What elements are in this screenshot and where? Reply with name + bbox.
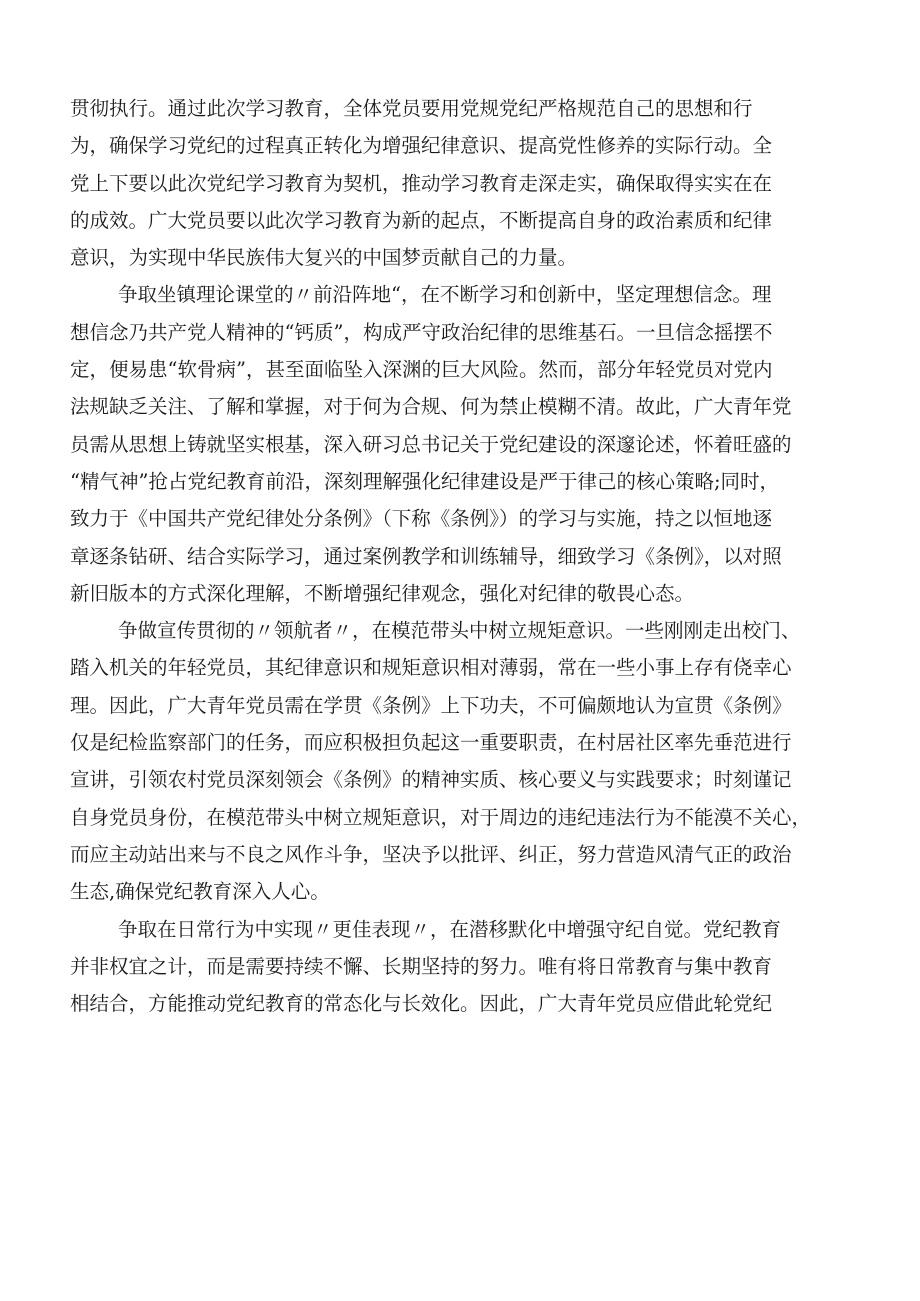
paragraph-line: 并非权宜之计，而是需要持续不懈、长期坚持的努力。唯有将日常教育与集中教育 <box>70 954 773 978</box>
paragraph-line: 仅是纪检监察部门的任务，而应积极担负起这一重要职责，在村居社区率先垂范进行 <box>70 731 792 755</box>
paragraph-line: 党上下要以此次党纪学习教育为契机，推动学习教育走深走实，确保取得实实在在 <box>70 171 773 195</box>
paragraph-line: 员需从思想上铸就坚实根基，深入研习总书记关于党纪建设的深邃论述，怀着旺盛的 <box>70 432 792 456</box>
paragraph-line: 章逐条钻研、结合实际学习，通过案例教学和训练辅导，细致学习《条例》，以对照 <box>70 544 782 568</box>
paragraph-line: 争取坐镇理论课堂的〃前沿阵地“，在不断学习和创新中，坚定理想信念。理 <box>118 283 772 307</box>
paragraph-line: 踏入机关的年轻党员，其纪律意识和规矩意识相对薄弱，常在一些小事上存有侥幸心 <box>70 656 792 680</box>
paragraph <box>70 612 860 910</box>
paragraph <box>70 276 860 612</box>
paragraph-line: 新旧版本的方式深化理解，不断增强纪律观念，强化对纪律的敬畏心态。 <box>70 581 695 605</box>
paragraph-line: 意识，为实现中华民族伟大复兴的中国梦贡献自己的力量。 <box>70 246 578 270</box>
paragraph-line: 为，确保学习党纪的过程真正转化为增强纪律意识、提高党性修养的实际行动。全 <box>70 134 773 158</box>
paragraph-line: 争做宣传贯彻的〃领航者〃，在模范带头中树立规矩意识。一些刚刚走出校门、 <box>118 619 801 643</box>
paragraph-line: 而应主动站出来与不良之风作斗争，坚决予以批评、纠正，努力营造风清气正的政治 <box>70 842 792 866</box>
paragraph <box>70 911 860 1023</box>
paragraph-line: 致力于《中国共产党纪律处分条例》（下称《条例》）的学习与实施，持之以恒地逐 <box>70 507 773 531</box>
document-body <box>70 90 860 1022</box>
paragraph-line: “精气神”抢占党纪教育前沿，深刻理解强化纪律建设是严于律己的核心策略;同时， <box>70 469 780 493</box>
paragraph-line: 的成效。广大党员要以此次学习教育为新的起点，不断提高自身的政治素质和纪律 <box>70 208 773 232</box>
paragraph-line: 贯彻执行。通过此次学习教育，全体党员要用党规党纪严格规范自己的思想和行 <box>70 97 753 120</box>
paragraph-line: 相结合，方能推动党纪教育的常态化与长效化。因此，广大青年党员应借此轮党纪 <box>70 992 773 1016</box>
paragraph-line: 法规缺乏关注、了解和掌握，对于何为合规、何为禁止模糊不清。故此，广大青年党 <box>70 395 792 419</box>
paragraph-line: 生态,确保党纪教育深入人心。 <box>70 880 330 904</box>
paragraph-line: 宣讲，引领农村党员深刻领会《条例》的精神实质、核心要义与实践要求；时刻谨记 <box>70 768 792 792</box>
paragraph-line: 争取在日常行为中实现〃更佳表现〃，在潜移默化中增强守纪自觉。党纪教育 <box>118 917 782 941</box>
paragraph-line: 理。因此，广大青年党员需在学贯《条例》上下功夫，不可偏颇地认为宣贯《条例》 <box>70 693 792 717</box>
paragraph-line: 自身党员身份，在模范带头中树立规矩意识，对于周边的违纪违法行为不能漠不关心， <box>70 805 812 829</box>
paragraph <box>70 90 860 276</box>
paragraph-line: 想信念乃共产党人精神的“钙质”，构成严守政治纪律的思维基石。一旦信念摇摆不 <box>70 320 773 344</box>
paragraph-line: 定，便易患“软骨病”，甚至面临坠入深渊的巨大风险。然而，部分年轻党员对党内 <box>70 358 773 382</box>
